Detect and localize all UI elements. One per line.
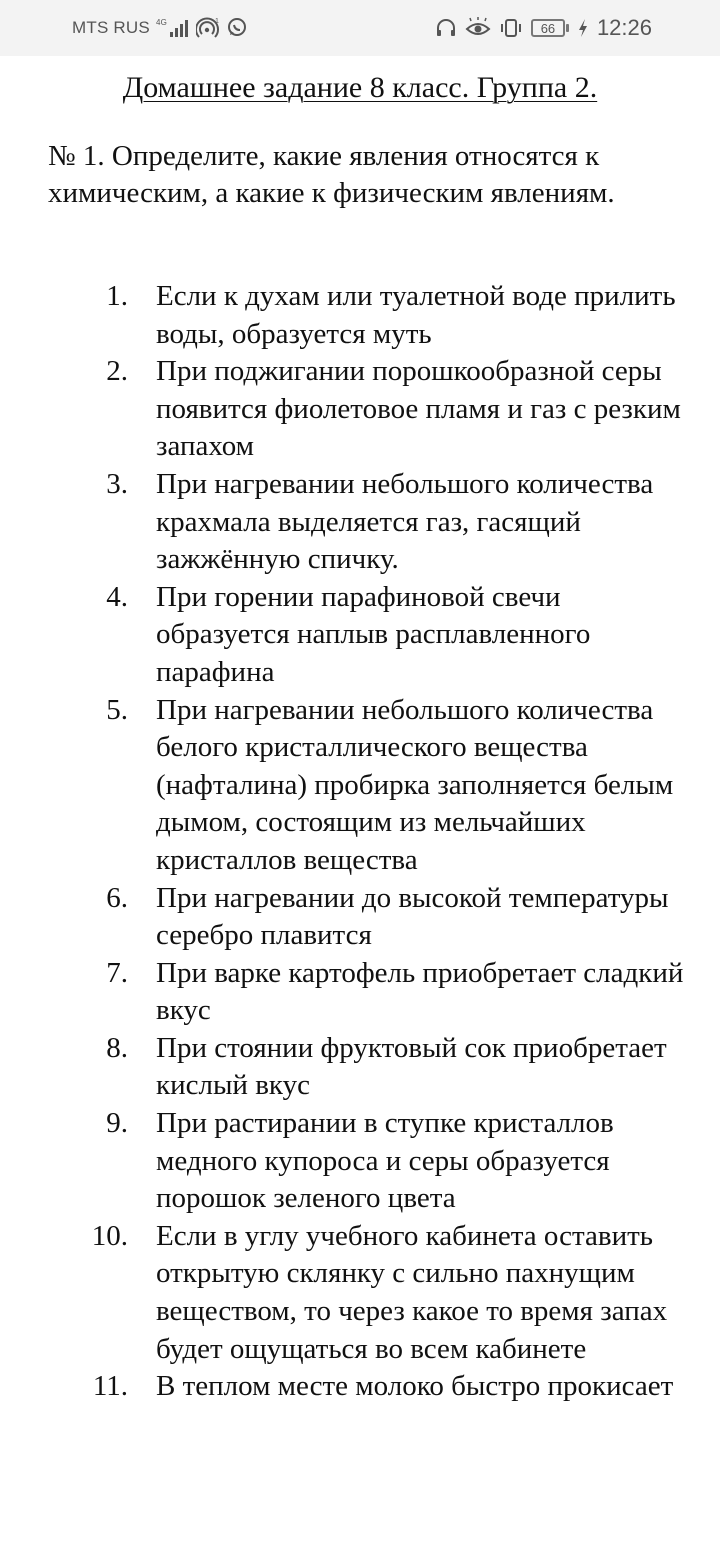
list-item-number: 6.	[106, 881, 128, 914]
eye-icon	[465, 17, 491, 39]
status-bar	[0, 0, 720, 56]
list-item-number: 8.	[106, 1031, 128, 1064]
battery-icon	[531, 19, 569, 37]
vibrate-icon	[499, 17, 523, 39]
list-item-text: При поджигании порошкообразной серы появится фиолетовое пламя и газ с резким запахом	[156, 355, 681, 463]
list-item-text: В теплом месте молоко быстро прокисает	[156, 1370, 674, 1403]
list-item-number: 3.	[106, 467, 128, 500]
list-item	[0, 1030, 720, 1105]
list-item	[0, 692, 720, 880]
task-list	[0, 278, 720, 1406]
network-type: 4G	[155, 18, 167, 27]
list-item	[0, 955, 720, 1030]
whatsapp-icon	[226, 17, 248, 39]
list-item	[0, 1218, 720, 1368]
document-title: Домашнее задание 8 класс. Группа 2.	[122, 71, 598, 104]
list-item-number: 2.	[106, 355, 128, 388]
task-heading: № 1. Определите, какие явления относятся к химическим, а какие к физическим явлениям.	[48, 140, 615, 209]
list-item-text: При варке картофель приобретает сладкий вкус	[156, 956, 684, 1027]
clock: 12:26	[596, 15, 652, 40]
list-item-text: При нагревании небольшого количества крахмала выделяется газ, гасящий зажжённую спичку.	[156, 467, 654, 576]
list-item-text: Если к духам или туалетной воде прилить воды, образуется муть	[156, 280, 676, 350]
list-item-number: 10.	[91, 1219, 128, 1252]
battery-level: 66	[531, 19, 565, 37]
list-item-number: 5.	[106, 693, 128, 726]
list-item-number: 1.	[106, 280, 128, 312]
svg-text:1: 1	[214, 18, 219, 25]
list-item	[0, 579, 720, 692]
list-item-text: При стоянии фруктовый сок приобретает кислый вкус	[156, 1031, 667, 1102]
list-item-text: Если в углу учебного кабинета оставить открытую склянку с сильно пахнущим веществом, то через какое то время запах будет ощущаться во всем кабинете	[156, 1219, 668, 1365]
signal-icon	[156, 17, 190, 39]
status-left	[72, 14, 248, 42]
list-item-text: При нагревании до высокой температуры серебро плавится	[156, 881, 669, 952]
charging-icon	[577, 17, 589, 39]
list-item	[0, 278, 720, 353]
list-item-number: 4.	[106, 580, 128, 613]
headphones-icon	[435, 17, 457, 39]
list-item-text: При растирании в ступке кристаллов медного купороса и серы образуется порошок зеленого цвета	[156, 1107, 614, 1215]
list-item-text: При горении парафиновой свечи образуется наплыв расплавленного парафина	[156, 580, 591, 688]
carrier-name: MTS RUS	[72, 18, 150, 37]
list-item	[0, 353, 720, 466]
list-item	[0, 1368, 720, 1406]
status-right	[435, 12, 652, 44]
hotspot-icon	[196, 17, 220, 39]
list-item	[0, 466, 720, 579]
list-item-number: 7.	[106, 956, 128, 989]
list-item-number: 11.	[92, 1370, 128, 1403]
list-item-number: 9.	[106, 1107, 128, 1140]
list-item	[0, 880, 720, 955]
list-item-text: При нагревании небольшого количества белого кристаллического вещества (нафталина) пробирка заполняется белым дымом, состоящим из мельчайших кристаллов вещества	[156, 693, 674, 876]
list-item	[0, 1105, 720, 1218]
